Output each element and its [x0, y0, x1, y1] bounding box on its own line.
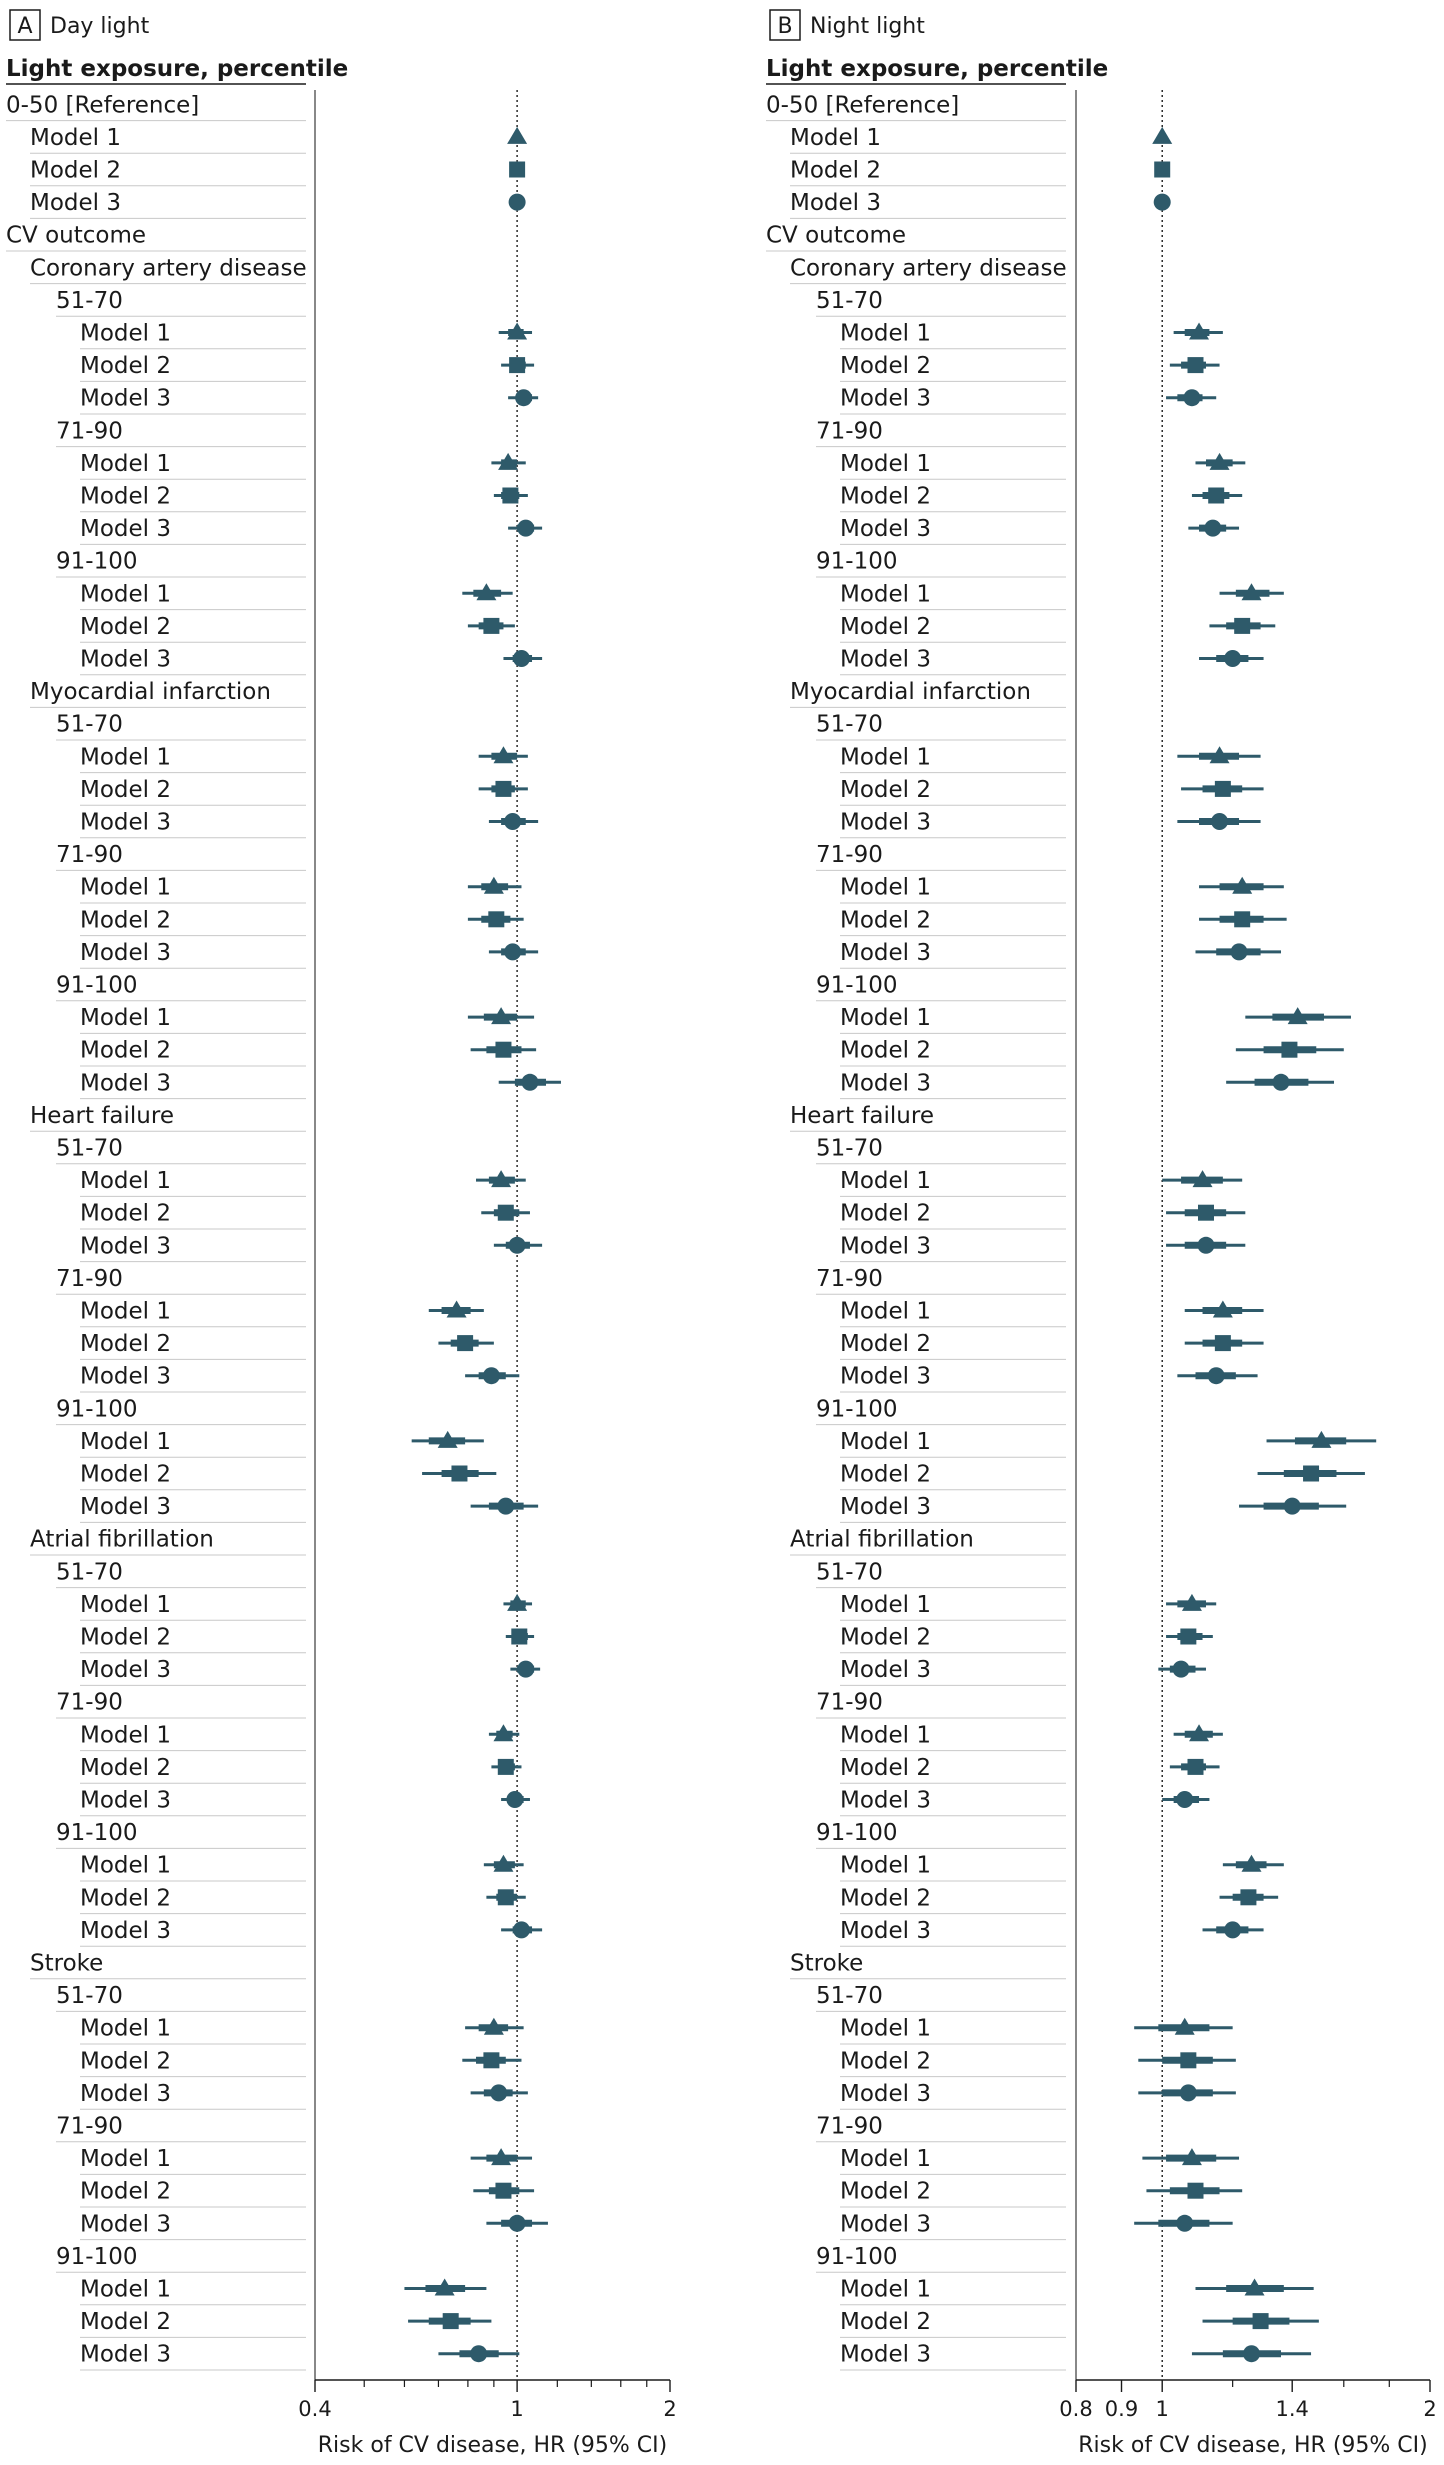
model-label: Model 3 [840, 1363, 932, 1390]
model-label: Model 3 [840, 2080, 932, 2107]
model-label: Model 3 [80, 385, 172, 412]
circle-marker [1224, 650, 1241, 667]
model-label: Model 1 [80, 1722, 172, 1749]
model-label: Model 1 [840, 1298, 932, 1325]
percentile-label: 51-70 [56, 1135, 123, 1162]
circle-marker [1197, 1237, 1214, 1254]
circle-marker [504, 813, 521, 830]
model-label: Model 2 [840, 1885, 932, 1912]
model-label: Model 1 [790, 124, 882, 151]
model-label: Model 3 [80, 2341, 172, 2368]
percentile-label: 91-100 [56, 2243, 138, 2270]
circle-marker [1211, 813, 1228, 830]
x-axis-title: Risk of CV disease, HR (95% CI) [1078, 2433, 1428, 2458]
x-tick-label: 0.9 [1104, 2397, 1139, 2421]
square-marker [1208, 488, 1224, 504]
model-label: Model 3 [80, 1787, 172, 1814]
model-label: Model 3 [840, 939, 932, 966]
model-label: Model 3 [840, 385, 932, 412]
model-label: Model 2 [80, 1200, 172, 1227]
group-label: Myocardial infarction [790, 679, 1031, 706]
model-label: Model 3 [840, 1657, 932, 1684]
group-label: Atrial fibrillation [790, 1526, 974, 1553]
circle-marker [1224, 1921, 1241, 1938]
circle-marker [1176, 2215, 1193, 2232]
group-label: Stroke [790, 1950, 864, 1977]
model-label: Model 1 [840, 1168, 932, 1195]
square-marker [498, 1759, 514, 1775]
percentile-label: 51-70 [816, 1559, 883, 1586]
square-marker [1281, 1042, 1297, 1058]
model-label: Model 3 [80, 1917, 172, 1944]
model-label: Model 2 [80, 776, 172, 803]
model-label: Model 3 [840, 2211, 932, 2238]
model-label: Model 2 [840, 2309, 932, 2336]
table-header: Light exposure, percentile [766, 56, 1109, 82]
circle-marker [1180, 2084, 1197, 2101]
model-label: Model 1 [840, 874, 932, 901]
percentile-label: 71-90 [816, 418, 883, 445]
x-tick-label: 0.8 [1059, 2397, 1093, 2421]
square-marker [502, 488, 518, 504]
model-label: Model 2 [790, 157, 882, 184]
model-label: Model 3 [80, 2211, 172, 2238]
square-marker [495, 1042, 511, 1058]
percentile-label: 71-90 [56, 842, 123, 869]
model-label: Model 2 [80, 1037, 172, 1064]
percentile-label: 51-70 [816, 1135, 883, 1162]
circle-marker [517, 520, 534, 537]
model-label: Model 2 [840, 1331, 932, 1358]
percentile-label: 71-90 [816, 842, 883, 869]
model-label: Model 2 [840, 2048, 932, 2075]
model-label: Model 2 [840, 1461, 932, 1488]
group-label: Heart failure [790, 1102, 934, 1129]
model-label: Model 2 [80, 613, 172, 640]
model-label: Model 2 [840, 613, 932, 640]
triangle-marker [507, 127, 527, 144]
model-label: Model 2 [840, 483, 932, 510]
model-label: Model 1 [840, 1852, 932, 1879]
model-label: Model 2 [80, 2178, 172, 2205]
model-label: Model 3 [80, 809, 172, 836]
square-marker [1188, 1759, 1204, 1775]
model-label: Model 1 [80, 450, 172, 477]
percentile-label: 51-70 [816, 1983, 883, 2010]
x-tick-label: 2 [663, 2397, 677, 2421]
percentile-label: 51-70 [816, 287, 883, 314]
panel-b [766, 10, 1437, 2458]
model-label: Model 3 [790, 190, 882, 217]
model-label: Model 3 [840, 1070, 932, 1097]
model-label: Model 2 [80, 483, 172, 510]
percentile-label: 91-100 [56, 1820, 138, 1847]
model-label: Model 1 [840, 320, 932, 347]
circle-marker [1176, 1791, 1193, 1808]
model-label: Model 2 [30, 157, 122, 184]
percentile-label: 71-90 [56, 2113, 123, 2140]
model-label: Model 1 [840, 581, 932, 608]
model-label: Model 3 [840, 1917, 932, 1944]
square-marker [1180, 2052, 1196, 2068]
percentile-label: 71-90 [816, 1265, 883, 1292]
panel-title: Night light [810, 14, 925, 39]
model-label: Model 2 [80, 1331, 172, 1358]
model-label: Model 1 [80, 2146, 172, 2173]
model-label: Model 1 [80, 1005, 172, 1032]
circle-marker [497, 1498, 514, 1515]
model-label: Model 1 [80, 1168, 172, 1195]
model-label: Model 2 [840, 2178, 932, 2205]
square-marker [483, 618, 499, 634]
model-label: Model 1 [80, 1298, 172, 1325]
model-label: Model 1 [80, 1428, 172, 1455]
model-label: Model 3 [840, 516, 932, 543]
circle-marker [509, 1237, 526, 1254]
square-marker [495, 2183, 511, 2199]
circle-marker [1183, 389, 1200, 406]
model-label: Model 3 [840, 1233, 932, 1260]
square-marker [1303, 1466, 1319, 1482]
x-axis-title: Risk of CV disease, HR (95% CI) [317, 2433, 668, 2458]
percentile-label: 71-90 [816, 2113, 883, 2140]
group-label: Coronary artery disease [790, 255, 1067, 282]
model-label: Model 3 [80, 2080, 172, 2107]
circle-marker [490, 2084, 507, 2101]
model-label: Model 1 [840, 450, 932, 477]
circle-marker [1243, 2345, 1260, 2362]
percentile-label: 51-70 [56, 711, 123, 738]
model-label: Model 2 [80, 353, 172, 380]
circle-marker [1208, 1367, 1225, 1384]
x-tick-label: 1 [1155, 2397, 1169, 2421]
group-label: CV outcome [6, 222, 147, 249]
model-label: Model 2 [80, 1624, 172, 1651]
group-label: CV outcome [766, 222, 907, 249]
circle-marker [506, 1791, 523, 1808]
group-label: 0-50 [Reference] [6, 92, 200, 119]
model-label: Model 2 [840, 1037, 932, 1064]
circle-marker [1173, 1661, 1190, 1678]
square-marker [1253, 2313, 1269, 2329]
percentile-label: 91-100 [816, 1820, 898, 1847]
model-label: Model 2 [80, 1461, 172, 1488]
group-label: Heart failure [30, 1102, 174, 1129]
square-marker [498, 1889, 514, 1905]
square-marker [495, 781, 511, 797]
square-marker [509, 162, 525, 178]
table-header: Light exposure, percentile [6, 56, 349, 82]
model-label: Model 3 [840, 1494, 932, 1521]
square-marker [1240, 1889, 1256, 1905]
percentile-label: 71-90 [56, 418, 123, 445]
model-label: Model 1 [30, 124, 122, 151]
circle-marker [509, 2215, 526, 2232]
percentile-label: 71-90 [816, 1689, 883, 1716]
percentile-label: 71-90 [56, 1265, 123, 1292]
circle-marker [513, 1921, 530, 1938]
panel-a [6, 10, 677, 2458]
model-label: Model 3 [80, 1657, 172, 1684]
percentile-label: 91-100 [816, 548, 898, 575]
model-label: Model 3 [80, 1070, 172, 1097]
model-label: Model 3 [80, 516, 172, 543]
square-marker [511, 1629, 527, 1645]
panel-title: Day light [50, 14, 150, 39]
square-marker [1215, 781, 1231, 797]
group-label: Stroke [30, 1950, 104, 1977]
model-label: Model 2 [80, 2048, 172, 2075]
percentile-label: 51-70 [56, 287, 123, 314]
square-marker [483, 2052, 499, 2068]
model-label: Model 2 [840, 1200, 932, 1227]
square-marker [1234, 911, 1250, 927]
circle-marker [504, 943, 521, 960]
model-label: Model 1 [840, 1428, 932, 1455]
model-label: Model 2 [80, 1885, 172, 1912]
model-label: Model 2 [80, 907, 172, 934]
square-marker [1188, 2183, 1204, 2199]
model-label: Model 2 [840, 1754, 932, 1781]
percentile-label: 51-70 [56, 1559, 123, 1586]
square-marker [509, 357, 525, 373]
percentile-label: 91-100 [56, 548, 138, 575]
square-marker [1188, 357, 1204, 373]
model-label: Model 1 [80, 874, 172, 901]
square-marker [1234, 618, 1250, 634]
model-label: Model 3 [840, 809, 932, 836]
square-marker [451, 1466, 467, 1482]
percentile-label: 91-100 [816, 972, 898, 999]
x-tick-label: 0.4 [298, 2397, 332, 2421]
square-marker [498, 1205, 514, 1221]
panel-letter: A [17, 14, 33, 39]
group-label: Myocardial infarction [30, 679, 271, 706]
model-label: Model 1 [80, 320, 172, 347]
model-label: Model 1 [80, 2015, 172, 2042]
circle-marker [521, 1074, 538, 1091]
circle-marker [513, 650, 530, 667]
circle-marker [1231, 943, 1248, 960]
percentile-label: 91-100 [56, 972, 138, 999]
model-label: Model 3 [80, 939, 172, 966]
model-label: Model 1 [840, 2015, 932, 2042]
group-label: Atrial fibrillation [30, 1526, 214, 1553]
circle-marker [1154, 194, 1171, 211]
group-label: Coronary artery disease [30, 255, 307, 282]
model-label: Model 2 [80, 1754, 172, 1781]
x-tick-label: 2 [1423, 2397, 1437, 2421]
square-marker [1215, 1335, 1231, 1351]
model-label: Model 1 [80, 581, 172, 608]
model-label: Model 1 [840, 1722, 932, 1749]
percentile-label: 51-70 [816, 711, 883, 738]
model-label: Model 3 [840, 2341, 932, 2368]
model-label: Model 1 [80, 2276, 172, 2303]
model-label: Model 1 [840, 1591, 932, 1618]
model-label: Model 1 [840, 2276, 932, 2303]
percentile-label: 71-90 [56, 1689, 123, 1716]
circle-marker [1284, 1498, 1301, 1515]
circle-marker [509, 194, 526, 211]
model-label: Model 1 [80, 1852, 172, 1879]
model-label: Model 2 [840, 907, 932, 934]
percentile-label: 91-100 [816, 2243, 898, 2270]
circle-marker [517, 1661, 534, 1678]
model-label: Model 2 [840, 353, 932, 380]
triangle-marker [1152, 127, 1172, 144]
model-label: Model 1 [840, 1005, 932, 1032]
model-label: Model 2 [80, 2309, 172, 2336]
model-label: Model 2 [840, 776, 932, 803]
square-marker [457, 1335, 473, 1351]
circle-marker [1204, 520, 1221, 537]
group-label: 0-50 [Reference] [766, 92, 960, 119]
circle-marker [470, 2345, 487, 2362]
model-label: Model 3 [840, 1787, 932, 1814]
model-label: Model 3 [30, 190, 122, 217]
square-marker [1198, 1205, 1214, 1221]
model-label: Model 3 [80, 1363, 172, 1390]
square-marker [1180, 1629, 1196, 1645]
x-tick-label: 1 [510, 2397, 524, 2421]
percentile-label: 91-100 [56, 1396, 138, 1423]
square-marker [488, 911, 504, 927]
model-label: Model 1 [80, 744, 172, 771]
square-marker [443, 2313, 459, 2329]
model-label: Model 1 [80, 1591, 172, 1618]
circle-marker [1273, 1074, 1290, 1091]
circle-marker [515, 389, 532, 406]
model-label: Model 2 [840, 1624, 932, 1651]
model-label: Model 3 [80, 1233, 172, 1260]
square-marker [1154, 162, 1170, 178]
model-label: Model 1 [840, 2146, 932, 2173]
model-label: Model 3 [840, 646, 932, 673]
percentile-label: 91-100 [816, 1396, 898, 1423]
x-tick-label: 1.4 [1275, 2397, 1309, 2421]
model-label: Model 1 [840, 744, 932, 771]
circle-marker [483, 1367, 500, 1384]
model-label: Model 3 [80, 646, 172, 673]
panel-letter: B [777, 14, 793, 39]
percentile-label: 51-70 [56, 1983, 123, 2010]
model-label: Model 3 [80, 1494, 172, 1521]
